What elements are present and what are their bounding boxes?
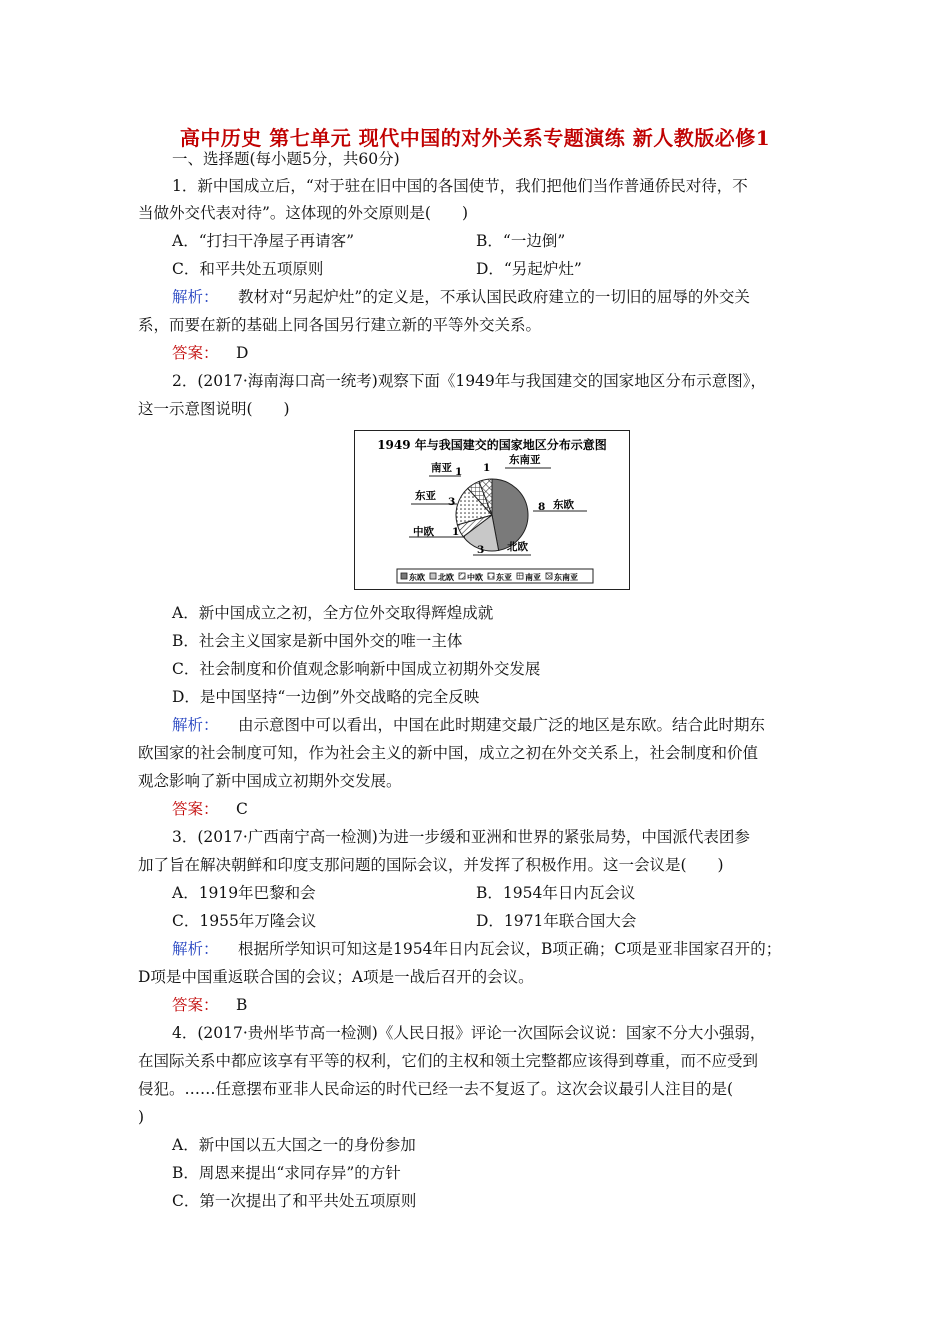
- chart-title: 1949 年与我国建交的国家地区分布示意图: [377, 438, 607, 452]
- q3-option-c: C．1955年万隆会议: [172, 912, 317, 930]
- legend-swatch: [488, 573, 494, 579]
- q2-stem: 2．(2017·海南海口高一统考)观察下面《1949年与我国建交的国家地区分布示意图》，: [172, 372, 767, 390]
- q2-answer: C: [236, 800, 248, 818]
- legend-swatch: [459, 573, 465, 579]
- q2-analysis: 由示意图中可以看出，中国在此时期建交最广泛的地区是东欧。结合此时期东: [238, 716, 766, 734]
- legend-swatch: [517, 573, 523, 579]
- pie-chart-figure: [354, 430, 630, 590]
- q4-stem: ): [138, 1108, 145, 1126]
- q2-option-c: C．社会制度和价值观念影响新中国成立初期外交发展: [172, 660, 541, 678]
- legend-label: 东亚: [496, 572, 512, 582]
- category-label: 中欧: [413, 526, 434, 538]
- q1-option-b: B．“一边倒”: [476, 232, 566, 250]
- section-heading: 一、选择题(每小题5分，共60分): [172, 150, 400, 168]
- page-title: 高中历史 第七单元 现代中国的对外关系专题演练 新人教版必修1: [179, 126, 771, 150]
- q1-option-d: D．“另起炉灶”: [476, 260, 582, 278]
- legend-swatch: [546, 573, 552, 579]
- q3-stem: 3．(2017·广西南宁高一检测)为进一步缓和亚洲和世界的紧张局势，中国派代表团参: [172, 828, 750, 846]
- value-label: 1: [455, 466, 463, 478]
- legend-swatch: [430, 573, 436, 579]
- legend-label: 东南亚: [554, 572, 578, 582]
- q4-option-a: A．新中国以五大国之一的身份参加: [172, 1136, 416, 1154]
- q3-answer: B: [236, 996, 248, 1014]
- legend-label: 中欧: [467, 572, 483, 582]
- slice-eastern-europe: [492, 479, 528, 550]
- q3-analysis: 根据所学知识可知这是1954年日内瓦会议，B项正确；C项是亚非国家召开的；: [238, 940, 782, 958]
- category-label: 东亚: [415, 490, 436, 502]
- q2-option-d: D．是中国坚持“一边倒”外交战略的完全反映: [172, 688, 480, 706]
- q1-analysis-label: 解析：: [172, 288, 219, 306]
- value-label: 3: [477, 544, 485, 556]
- q2-option-b: B．社会主义国家是新中国外交的唯一主体: [172, 632, 463, 650]
- q1-analysis: 教材对“另起炉灶”的定义是，不承认国民政府建立的一切旧的屈辱的外交关: [238, 288, 750, 306]
- legend-swatch: [401, 573, 407, 579]
- q4-option-b: B．周恩来提出“求同存异”的方针: [172, 1164, 401, 1182]
- value-label: 1: [452, 526, 460, 538]
- q4-stem: 侵犯。……任意摆布亚非人民命运的时代已经一去不复返了。这次会议最引人注目的是(: [138, 1080, 734, 1098]
- q1-option-c: C．和平共处五项原则: [172, 260, 324, 278]
- q3-answer-label: 答案：: [172, 996, 219, 1014]
- legend-label: 南亚: [525, 572, 541, 582]
- value-label: 3: [448, 496, 456, 508]
- q3-option-a: A．1919年巴黎和会: [172, 884, 316, 902]
- category-label: 北欧: [507, 541, 528, 553]
- legend-label: 东欧: [409, 572, 425, 582]
- category-label: 东欧: [553, 499, 574, 511]
- value-label: 8: [538, 501, 546, 513]
- category-label: 南亚: [431, 462, 452, 474]
- q3-analysis-label: 解析：: [172, 940, 219, 958]
- q2-analysis-label: 解析：: [172, 716, 219, 734]
- q4-stem: 在国际关系中都应该享有平等的权利，它们的主权和领土完整都应该得到尊重，而不应受到: [138, 1052, 759, 1070]
- q3-option-b: B．1954年日内瓦会议: [476, 884, 636, 902]
- q1-stem: 当做外交代表对待”。这体现的外交原则是( ): [138, 204, 469, 222]
- q1-answer: D: [236, 344, 249, 362]
- q1-answer-label: 答案：: [172, 344, 219, 362]
- q2-analysis: 观念影响了新中国成立初期外交发展。: [138, 772, 402, 790]
- legend-label: 北欧: [438, 572, 454, 582]
- q3-option-d: D．1971年联合国大会: [476, 912, 637, 930]
- category-label: 东南亚: [509, 454, 541, 466]
- q2-option-a: A．新中国成立之初，全方位外交取得辉煌成就: [172, 604, 494, 622]
- q2-answer-label: 答案：: [172, 800, 219, 818]
- value-label: 1: [483, 462, 491, 474]
- q3-analysis: D项是中国重返联合国的会议；A项是一战后召开的会议。: [138, 968, 534, 986]
- q4-stem: 4．(2017·贵州毕节高一检测)《人民日报》评论一次国际会议说：国家不分大小强弱，: [172, 1024, 766, 1042]
- q4-option-c: C．第一次提出了和平共处五项原则: [172, 1192, 417, 1210]
- pie-chart: [355, 431, 629, 589]
- q2-analysis: 欧国家的社会制度可知，作为社会主义的新中国，成立之初在外交关系上，社会制度和价值: [138, 744, 759, 762]
- q1-stem: 1．新中国成立后，“对于驻在旧中国的各国使节，我们把他们当作普通侨民对待，不: [172, 177, 748, 195]
- q1-option-a: A．“打扫干净屋子再请客”: [172, 232, 355, 250]
- q2-stem: 这一示意图说明( ): [138, 400, 290, 418]
- q1-analysis: 系，而要在新的基础上同各国另行建立新的平等外交关系。: [138, 316, 542, 334]
- q3-stem: 加了旨在解决朝鲜和印度支那问题的国际会议，并发挥了积极作用。这一会议是( ): [138, 856, 724, 874]
